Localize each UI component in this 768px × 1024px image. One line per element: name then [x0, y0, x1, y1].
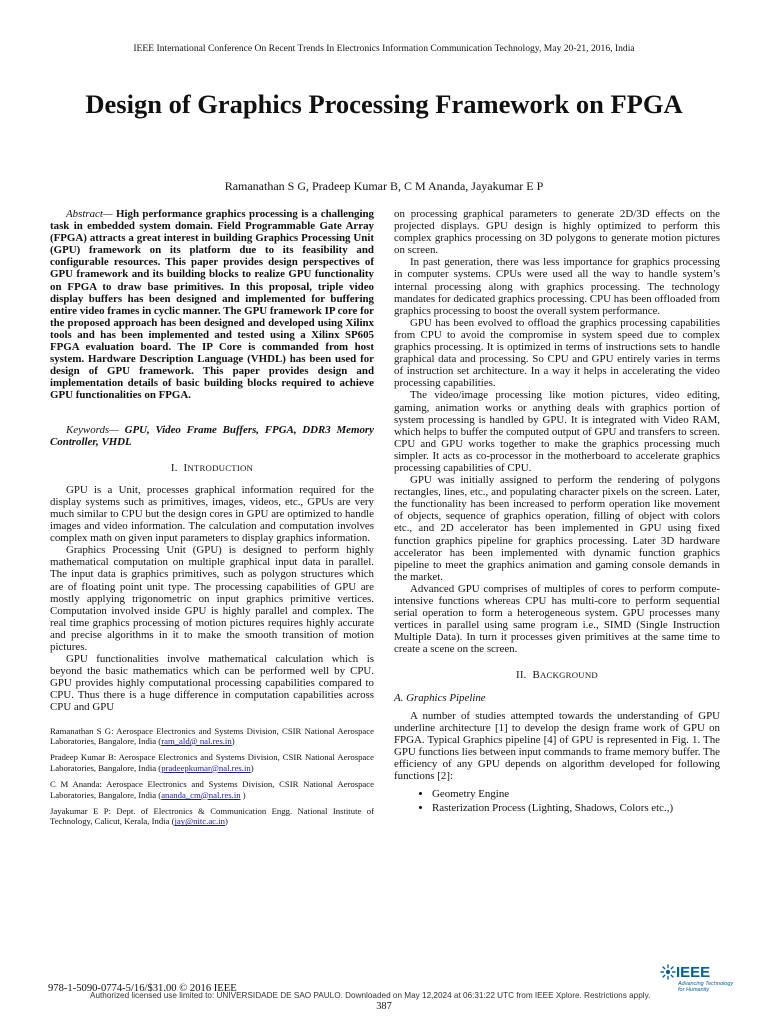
paragraph: In past generation, there was less importance for graphics processing in computer systems. CPUs were used all the way to handle system’s internal processing along with graphics processing. The technology mandates for dedicated graphics processing. CPU has been offloaded from graphics processing to boost the overall system performance.: [394, 256, 720, 317]
paragraph: on processing graphical parameters to generate 2D/3D effects on the projected displays. GPU design is highly optimized to perform this complex graphics processing on 3D polygons to generate motion pictures on screen.: [394, 208, 720, 257]
keywords: [50, 424, 374, 448]
paragraph: The video/image processing like motion pictures, video editing, gaming, animation works or anything deals with graphics portion of system processing is handled by GPU. It is integrated with Video RAM, which helps to buffer the computed output of GPU and transfers to screen. CPU and GPU works together to make the graphics processing much simpler. It acts as co-processor in the motherboard to accelerate graphics processing capabilities of CPU.: [394, 389, 720, 474]
function-list: [394, 788, 720, 814]
tagline-line-2: for Humanity: [678, 987, 710, 993]
paragraph: Advanced GPU comprises of multiples of cores to perform compute-intensive functions whereas CPU has multi-core to perform sequential serial operation to form a heterogeneous system. GPU processes many vertices in parallel using same program i.e., SIMD (Single Instruction Multiple Data). In turn it processes given primitives at the same time to create a scene on the screen.: [394, 582, 720, 656]
keywords-label: Keywords—: [66, 423, 119, 436]
paragraph: GPU was initially assigned to perform the rendering of polygons rectangles, lines, etc., and populating character pixels on the screen. Later, the functionality has been increased to perform operation like movement of objects, sequence of graphics operation, filling of object with colors etc., and 2D accelerator has been implemented in GPU using fixed function graphics pipeline for graphics processing. Later 3D hardware accelerator has been implemented with dynamic function graphics pipeline to meet the graphics animation and gaming console demands in the market.: [394, 474, 720, 583]
section-numeral: II.: [516, 669, 527, 682]
paragraph: A number of studies attempted towards the understanding of GPU underline architecture [1] to develop the design frame work of GPU on FPGA. Typical Graphics pipeline [4] of GPU is represented in Fig. 1. The GPU functions lies between input commands to frame memory buffer. The efficiency of any GPU depends on algorithm developed for following functions [2]:: [394, 709, 720, 783]
left-column: [50, 208, 374, 833]
isbn-copyright: 978-1-5090-0774-5/16/$31.00 © 2016 IEEE: [48, 983, 237, 994]
section-title-initial: I: [183, 461, 188, 474]
subsection-heading: A. Graphics Pipeline: [394, 691, 486, 704]
section-numeral: I.: [170, 461, 178, 474]
affiliation: [50, 726, 374, 747]
affiliation: [50, 779, 374, 800]
ieee-logo-icon: [660, 964, 676, 980]
author-affiliations: [50, 726, 374, 827]
email-link[interactable]: pradeepkumar@nal.res.in: [161, 762, 251, 773]
email-link[interactable]: ram_ald@ nal.res.in: [161, 735, 232, 746]
authorized-use-notice: Authorized licensed use limited to: UNIVERSIDADE DE SAO PAULO. Downloaded on May 12,2024 at 06:31:22 UTC from IEEE Xplore. Restrictions apply.: [90, 991, 651, 1000]
abstract-text: High performance graphics processing is a challenging task in embedded system domain. Field Programmable Gate Array (FPGA) attracts a great interest in building Graphics Processing Unit (GPU) framework on its platform due to its feasibility and configurable resources. This paper provides design perspectives of GPU framework and its building blocks to realize GPU functionality on FPGA to draw base primitives. In this proposal, triple video display buffers has been designed and implemented for buffering entire video frames in cyclic manner. The GPU framework IP core for the proposed approach has been designed and developed using Xilinx tools and has been implemented and tested using a Xilinx SP605 FPGA evaluation board. The IP Core is commanded from host system. Hardware Description Language (VHDL) has been used for design of GPU framework. This paper provides design and implementation details of basic building blocks required to achieve GPU functionalities on FPGA.: [50, 208, 374, 402]
paragraph: GPU functionalities involve mathematical calculation which is beyond the basic mathematics which can be performed well by CPU. GPU provides highly computational processing capabilities compared to CPU. Thus there is a huge difference in computation capabilities across CPU and GPU: [50, 653, 374, 714]
keywords-text: GPU, Video Frame Buffers, FPGA, DDR3 Memory Controller, VHDL: [50, 423, 374, 448]
email-link[interactable]: jay@nitc.ac.in: [174, 816, 225, 827]
section-title-initial: B: [532, 669, 540, 682]
affiliation-tail: ): [231, 735, 235, 746]
abstract-label: Abstract—: [66, 208, 113, 220]
paragraph: GPU is a Unit, processes graphical information required for the display systems such as primitives, images, videos, etc., GPUs are very much similar to CPU but the design cores in GPU are optimized to handle images and video information. The calculation and computation involves complex math on given input parameters to display graphics information.: [50, 483, 374, 545]
affiliation-text: Ramanathan S G: Aerospace Electronics and Systems Division, CSIR National Aerospace Laboratories, Bangalore, India (: [50, 725, 374, 746]
section-title-rest: ACKGROUND: [539, 670, 598, 681]
affiliation-tail: ): [250, 762, 254, 773]
section-heading-introduction: [50, 462, 374, 474]
affiliation: [50, 806, 374, 827]
ieee-logo: [660, 963, 733, 993]
affiliation-text: Jayakumar E P: Dept. of Electronics & Communication Engg. National Institute of Technology, Calicut, Kerala, India (: [50, 806, 374, 827]
paragraph: GPU has been evolved to offload the graphics processing capabilities from CPU to avoid the compromise in system speed due to complex graphics processing. It is optimized in terms of instructions sets to handle graphical data and processing. So CPU and GPU entirely varies in terms of instruction set architecture. In a way it helps in accelerating the video processing capabilities.: [394, 316, 720, 390]
list-item: • Geometry Engine: [432, 788, 720, 800]
section-heading-background: [394, 669, 720, 681]
email-link[interactable]: ananda_cm@nal.res.in: [161, 789, 241, 800]
affiliation-text: Pradeep Kumar B: Aerospace Electronics and Systems Division, CSIR National Aerospace Laboratories, Bangalore, India (: [50, 752, 374, 773]
page-number: 387: [376, 1001, 392, 1012]
abstract: [50, 208, 374, 402]
right-column: [394, 208, 720, 816]
paragraph: Graphics Processing Unit (GPU) is designed to perform highly mathematical computation on multiple graphical input data in parallel. The input data is graphics primitives, such as polygon structures which are of floating point unit type. The processing capabilities of GPU are mostly applying trigonometric on input graphics primitive vertices. Computation involved inside GPU is highly parallel and complex. The real time graphics processing of motion pictures requires highly accurate and precise algorithms in it to make the smooth transition of motion pictures.: [50, 544, 374, 653]
affiliation: [50, 752, 374, 773]
paper-title: Design of Graphics Processing Framework on FPGA: [85, 89, 683, 119]
affiliation-tail: ): [224, 816, 228, 827]
affiliation-tail: ): [240, 789, 246, 800]
affiliation-text: C M Ananda: Aerospace Electronics and Systems Division, CSIR National Aerospace Laboratories, Bangalore, India (: [50, 779, 374, 800]
ieee-logo-tagline: [678, 981, 733, 993]
section-title-rest: NTRODUCTION: [187, 462, 254, 473]
conference-header: IEEE International Conference On Recent Trends In Electronics Information Communication Technology, May 20-21, 2016, India: [133, 43, 635, 54]
list-item: • Rasterization Process (Lighting, Shadows, Colors etc.,): [432, 802, 720, 814]
tagline-line-1: Advancing Technology: [678, 981, 734, 987]
paper-authors: Ramanathan S G, Pradeep Kumar B, C M Ananda, Jayakumar E P: [224, 179, 544, 193]
ieee-logo-word: IEEE: [676, 963, 711, 981]
